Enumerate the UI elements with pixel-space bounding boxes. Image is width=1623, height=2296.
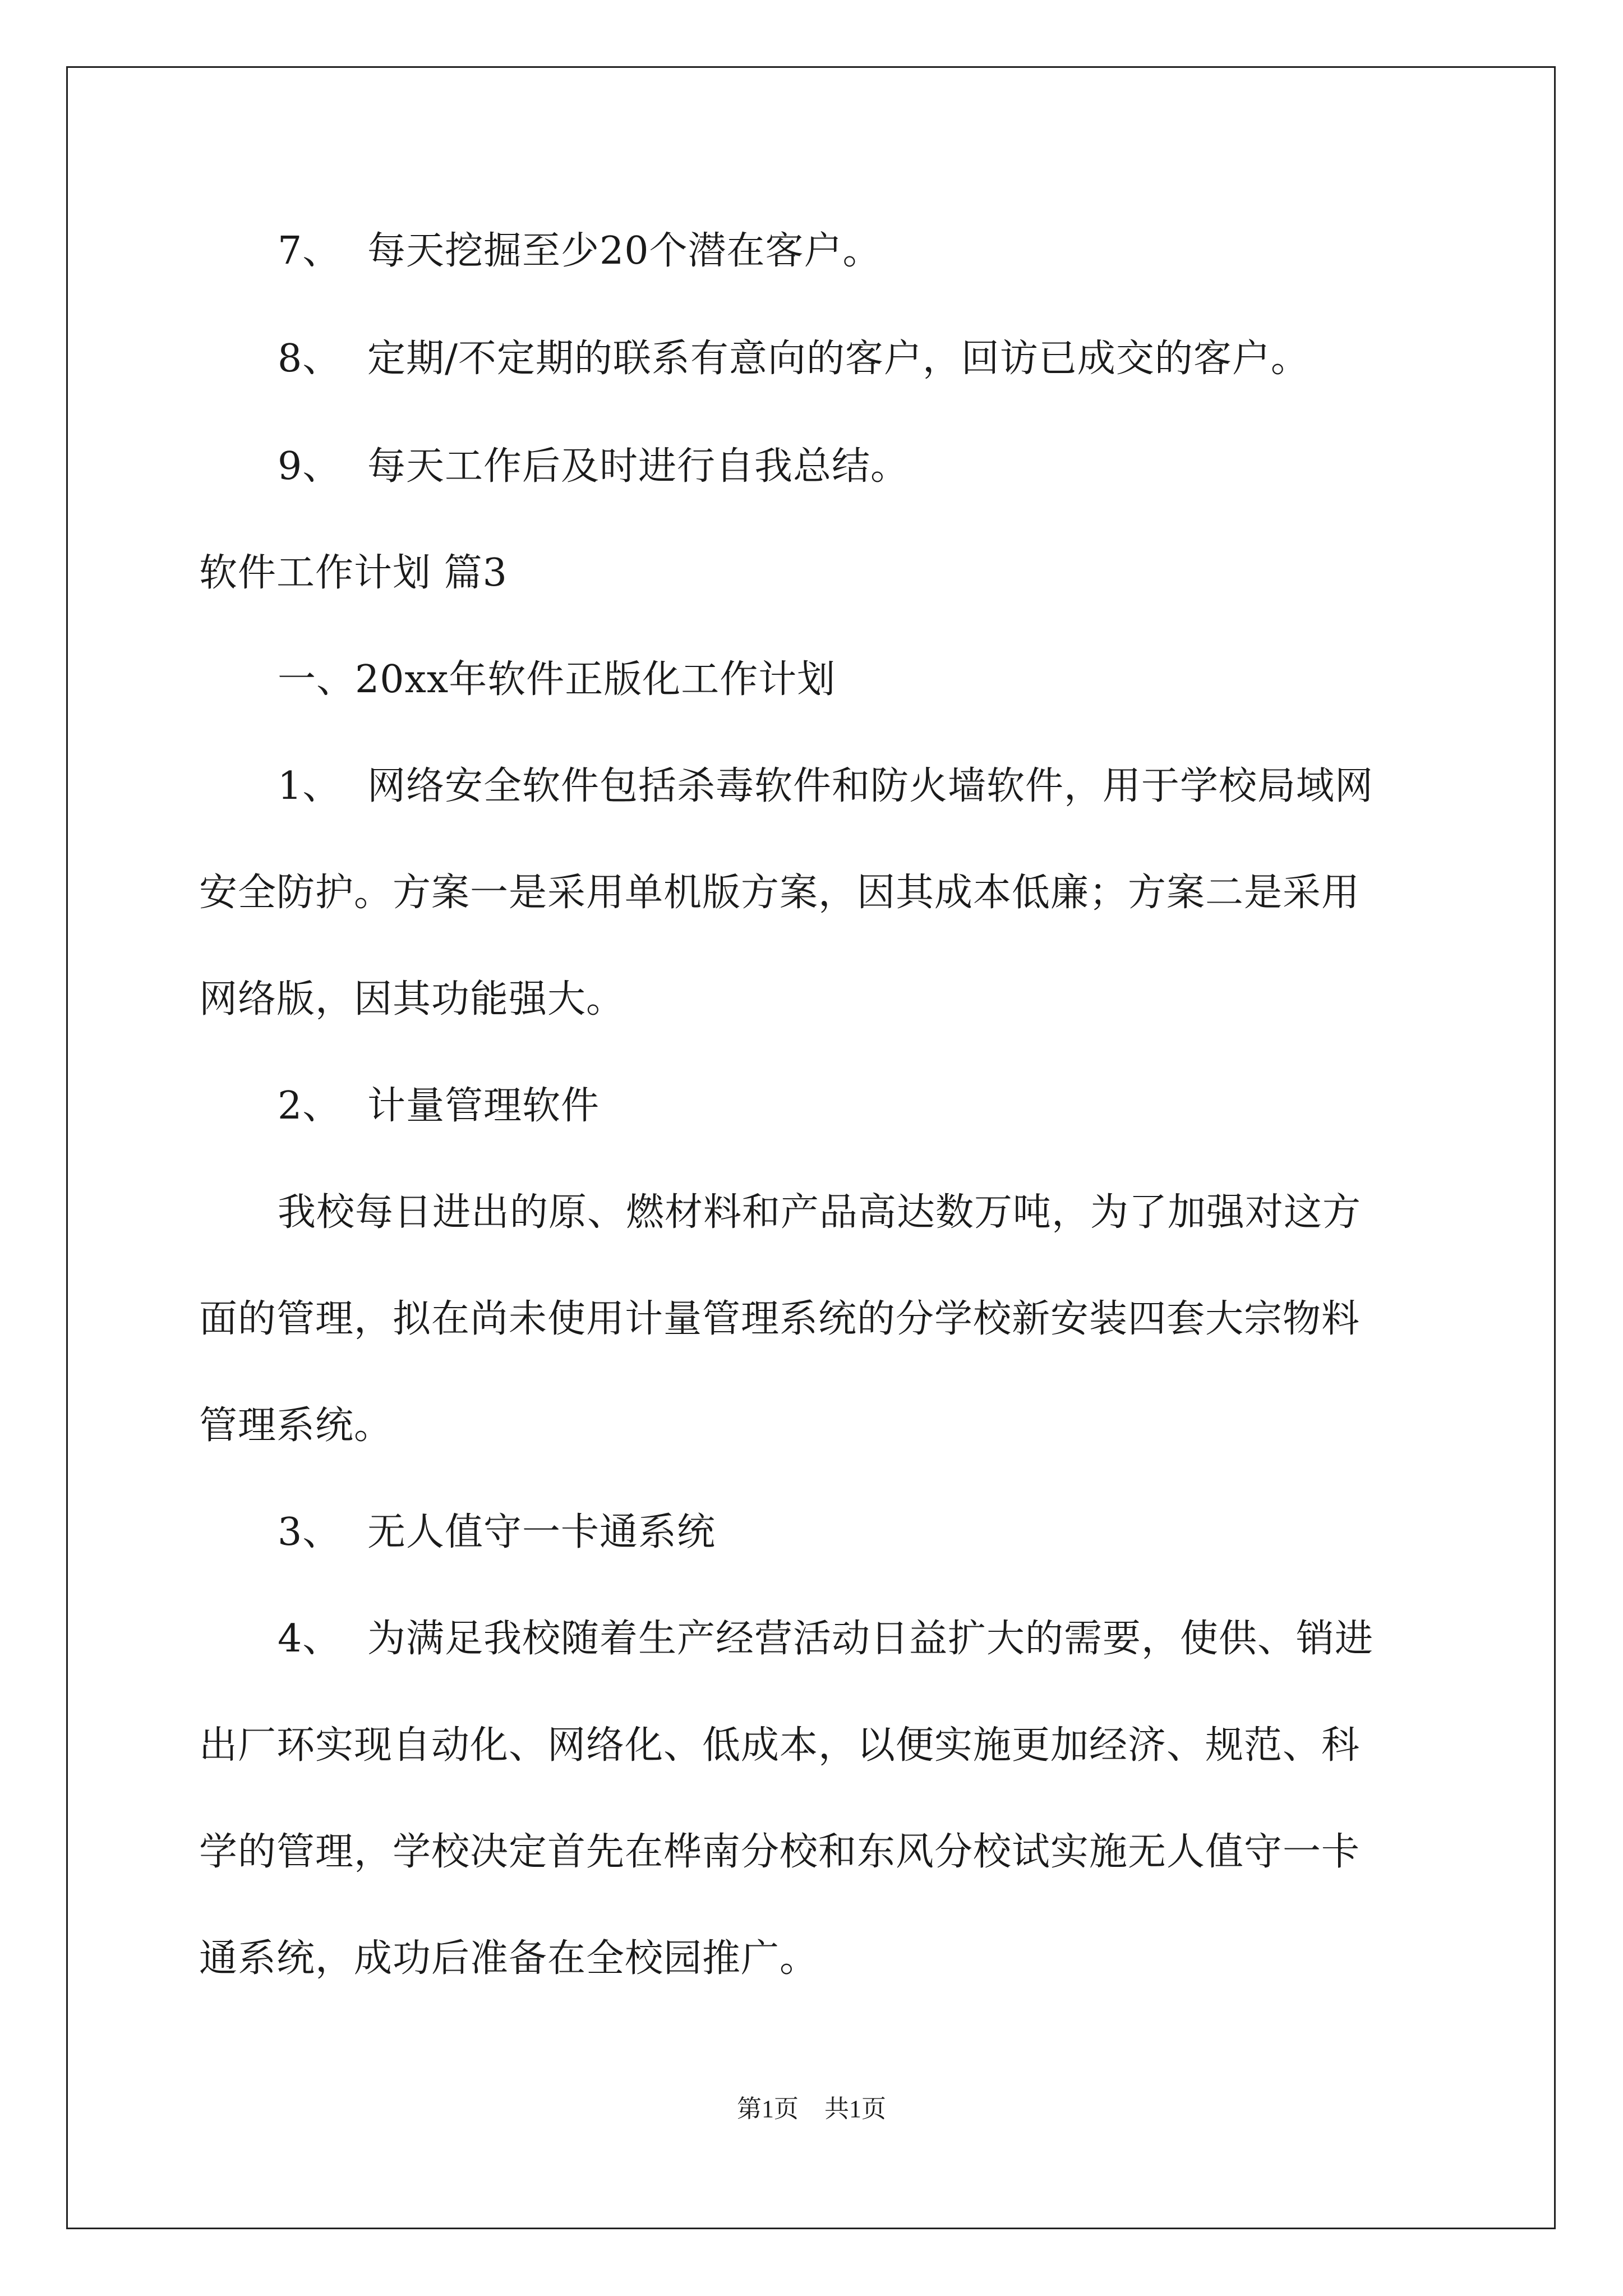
section-heading: 软件工作计划 篇3 bbox=[199, 551, 508, 595]
page-footer bbox=[0, 2092, 1623, 2126]
paragraph-line: 我校每日进出的原、燃材料和产品高达数万吨，为了加强对这方 bbox=[278, 1190, 1362, 1235]
paragraph-line: 通系统，成功后准备在全校园推广。 bbox=[199, 1936, 819, 1981]
item-number: 9、 bbox=[278, 444, 342, 489]
paragraph-line: 面的管理，拟在尚未使用计量管理系统的分学校新安装四套大宗物料 bbox=[199, 1297, 1361, 1341]
paragraph-line: 出厂环实现自动化、网络化、低成本，以便实施更加经济、规范、科 bbox=[199, 1723, 1361, 1768]
list-item-7 bbox=[278, 229, 882, 274]
item-number: 3、 bbox=[278, 1510, 342, 1554]
list-item-4 bbox=[278, 1617, 1373, 1662]
paragraph-line: 网络版，因其功能强大。 bbox=[199, 977, 625, 1022]
item-text: 定期/不定期的联系有意向的客户，回访已成交的客户。 bbox=[367, 337, 1310, 381]
list-item-8 bbox=[278, 337, 1310, 381]
item-text: 为满足我校随着生产经营活动日益扩大的需要，使供、销进 bbox=[367, 1617, 1374, 1661]
list-item-2 bbox=[278, 1084, 600, 1129]
item-text: 计量管理软件 bbox=[367, 1084, 600, 1128]
page-border bbox=[66, 66, 1556, 2229]
item-number: 1、 bbox=[278, 764, 342, 808]
list-item-3 bbox=[278, 1510, 716, 1555]
item-number: 2、 bbox=[278, 1084, 342, 1128]
page-number: 第1页 bbox=[737, 2095, 799, 2123]
subsection-heading: 一、20xx年软件正版化工作计划 bbox=[278, 657, 836, 702]
item-text: 无人值守一卡通系统 bbox=[367, 1510, 716, 1554]
item-text: 每天工作后及时进行自我总结。 bbox=[367, 444, 910, 489]
item-text: 网络安全软件包括杀毒软件和防火墙软件，用于学校局域网 bbox=[367, 764, 1374, 808]
list-item-1 bbox=[278, 764, 1373, 809]
paragraph-line: 安全防护。方案一是采用单机版方案，因其成本低廉；方案二是采用 bbox=[199, 871, 1361, 915]
list-item-9 bbox=[278, 444, 909, 489]
paragraph-line: 管理系统。 bbox=[199, 1404, 393, 1448]
item-number: 8、 bbox=[278, 337, 342, 381]
page-total: 共1页 bbox=[824, 2095, 886, 2123]
item-number: 4、 bbox=[278, 1617, 342, 1661]
item-text: 每天挖掘至少20个潜在客户。 bbox=[367, 229, 882, 273]
item-number: 7、 bbox=[278, 229, 342, 273]
paragraph-line: 学的管理，学校决定首先在桦南分校和东风分校试实施无人值守一卡 bbox=[199, 1830, 1361, 1874]
